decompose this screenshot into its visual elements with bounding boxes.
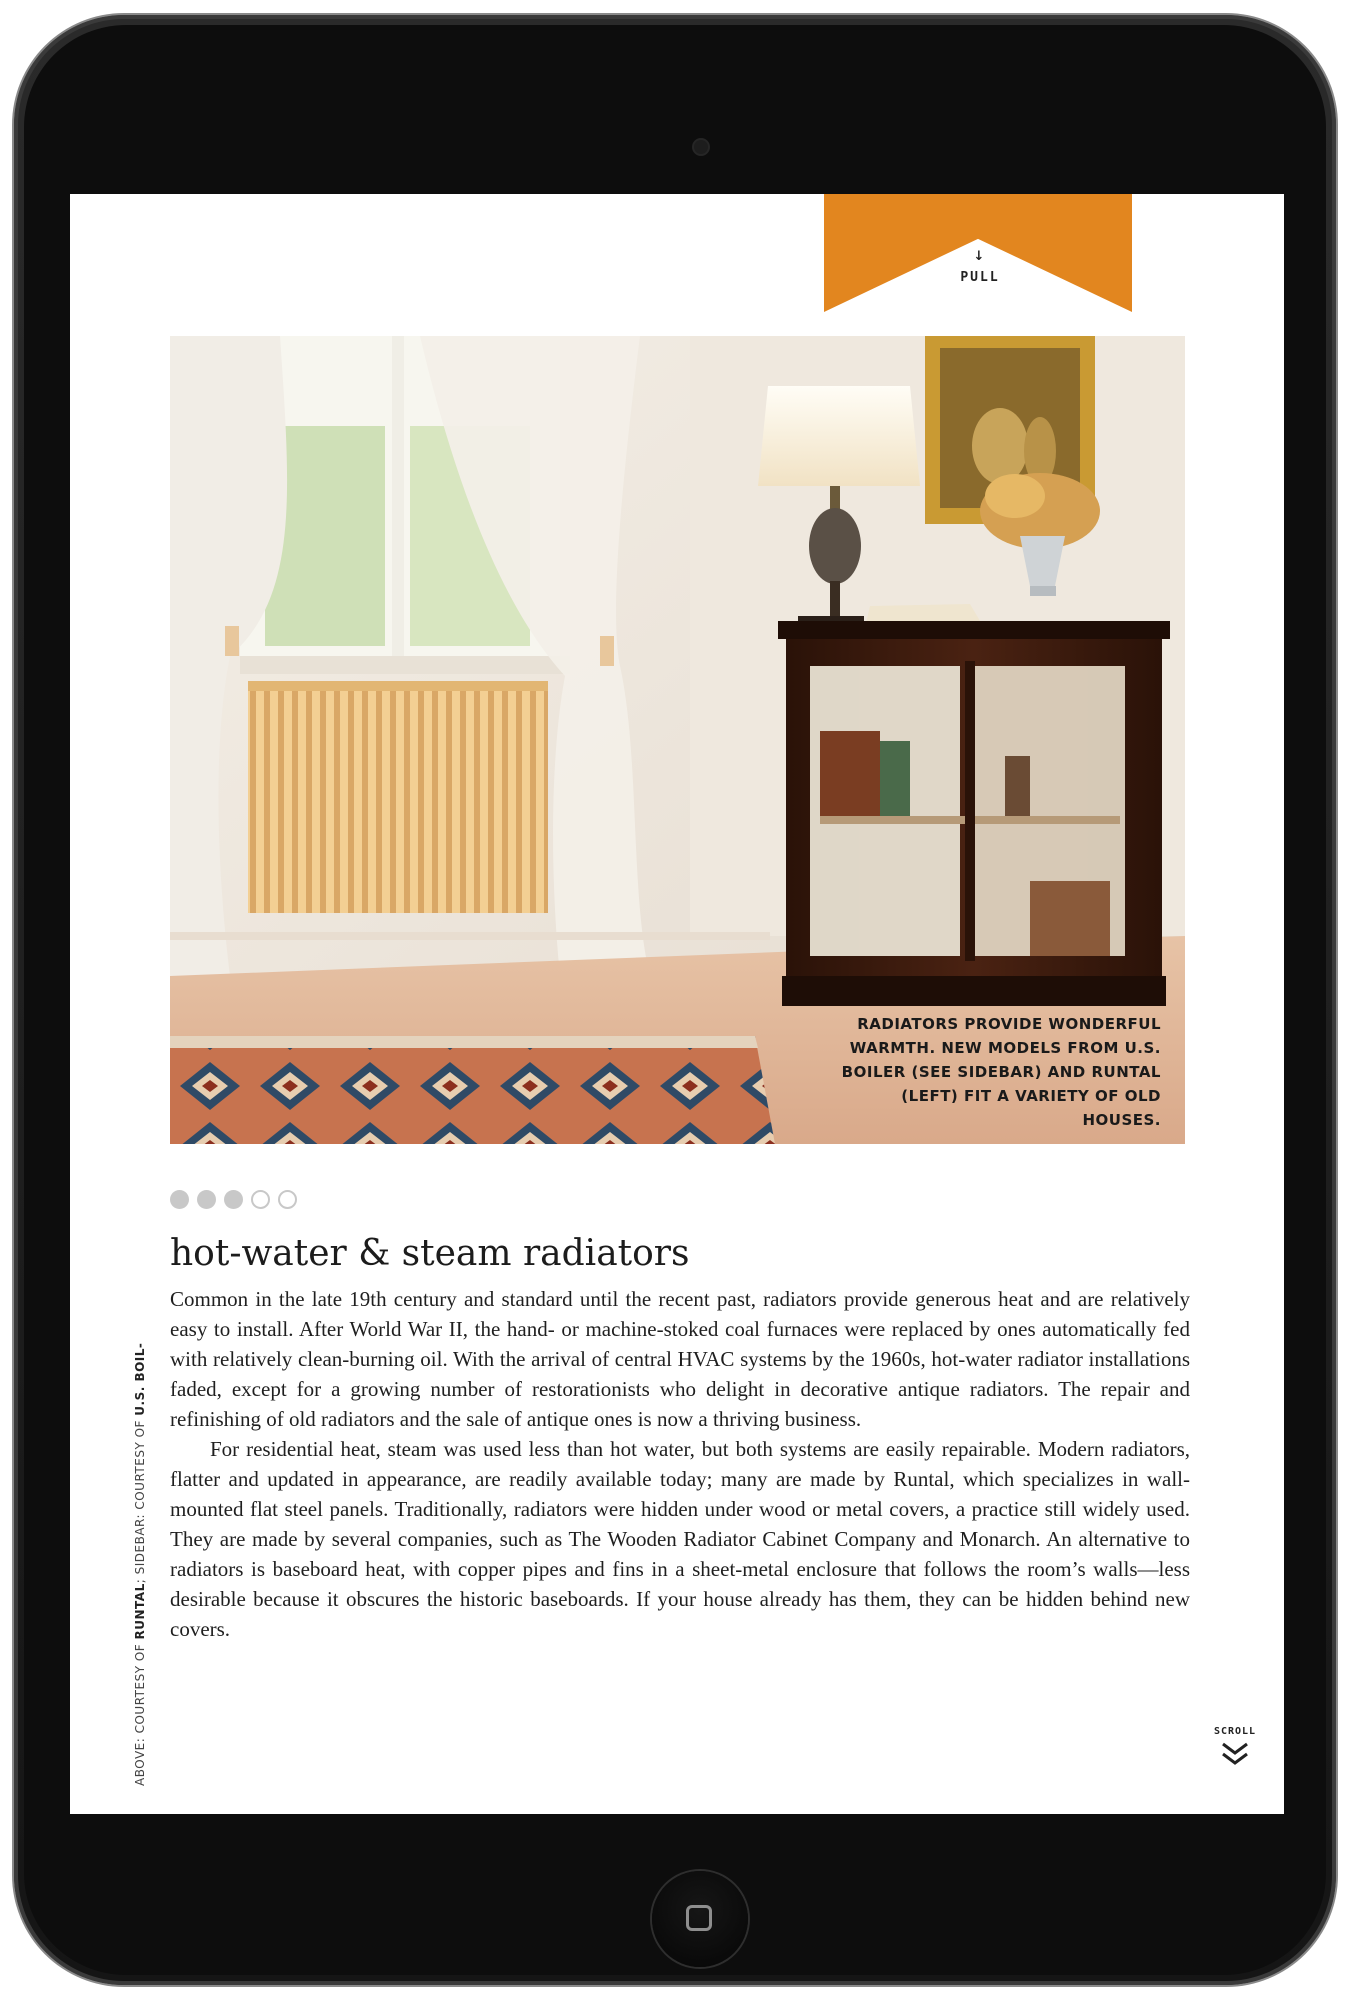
room-photo — [170, 336, 1185, 1144]
article-paragraph-1: Common in the late 19th century and standard until the recent past, radiators provide generous heat and are relatively easy to install. After World War II, the hand- or machine-stoked coal furnaces were replaced by ones automatically fed with relatively clean-burning oil. With the arrival of central HVAC systems by the 1960s, hot-water radiator installations faded, except for a growing number of restorationists who delight in decorative antique radiators. The repair and refinishing of old radiators and the sale of antique ones is now a thriving business. — [170, 1287, 1190, 1431]
double-chevron-down-icon[interactable] — [1220, 1740, 1250, 1768]
page-dot-5[interactable] — [278, 1190, 297, 1209]
credit-middle: ; SIDEBAR: COURTESY OF — [133, 1415, 147, 1584]
home-square-icon — [686, 1905, 712, 1931]
article-paragraph-2: For residential heat, steam was used less than hot water, but both systems are easily repairable. Modern radiators, flatter and updated in appearance, are readily available today; many are made by Runtal, which specializes in wall-mounted flat steel panels. Traditionally, radiators were hidden under wood or metal covers, a practice still widely used. They are made by several companies, such as The Wooden Radiator Cabinet Company and Monarch. An alternative to radiators is baseboard heat, with copper pipes and fins in a sheet-metal enclosure that follows the room’s walls—less desirable because it obscures the historic baseboards. If your house already has them, they can be hidden behind new covers. — [170, 1437, 1190, 1641]
credit-brand-runtal: RUNTAL — [133, 1583, 147, 1640]
camera-icon — [694, 140, 708, 154]
page-dot-4[interactable] — [251, 1190, 270, 1209]
photo-caption: RADIATORS PROVIDE WONDERFUL WARMTH. NEW MODELS FROM U.S. BOILER (SEE SIDEBAR) AND RUNTAL (LEFT) FIT A VARIETY OF OLD HOUSES. — [841, 1015, 1161, 1129]
credit-prefix: ABOVE: COURTESY OF — [133, 1639, 147, 1786]
page-dot-2[interactable] — [197, 1190, 216, 1209]
tablet-screen — [70, 194, 1284, 1814]
article-title: hot-water & steam radiators — [170, 1233, 690, 1274]
credit-brand-us-boiler: U.S. BOIL- — [133, 1342, 147, 1416]
scroll-label[interactable]: SCROLL — [1213, 1726, 1257, 1737]
article-body — [170, 1284, 1190, 1644]
pull-label[interactable]: PULL — [960, 270, 1000, 285]
page-dot-3[interactable] — [224, 1190, 243, 1209]
page-dot-1[interactable] — [170, 1190, 189, 1209]
photo-credit — [133, 1342, 147, 1786]
pull-arrow-icon: ↓ — [973, 249, 985, 264]
home-button[interactable] — [652, 1871, 748, 1967]
page-indicator[interactable] — [170, 1190, 297, 1212]
